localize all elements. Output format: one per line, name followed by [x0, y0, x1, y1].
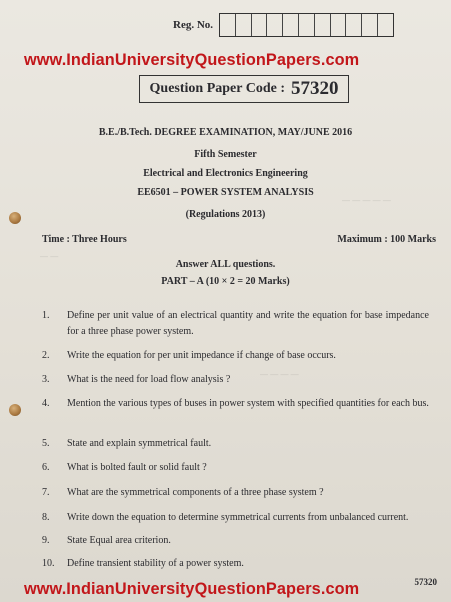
register-number-cell: [236, 14, 252, 36]
register-number-cell: [299, 14, 315, 36]
watermark-url-top: www.IndianUniversityQuestionPapers.com: [24, 51, 360, 69]
question-number: 2.: [42, 350, 50, 361]
instruction: Answer ALL questions.: [175, 259, 276, 270]
question-text: State and explain symmetrical fault.: [67, 438, 212, 449]
register-number-cell: [331, 14, 347, 36]
question-text: What are the symmetrical components of a three phase system ?: [67, 487, 324, 498]
question-text: Write the equation for per unit impedance if change of base occurs.: [67, 350, 336, 361]
regulations: (Regulations 2013): [185, 209, 266, 220]
question-number: 10.: [42, 558, 55, 569]
register-number-cell: [315, 14, 331, 36]
question-number: 8.: [42, 512, 50, 523]
question-paper-code-box: [139, 75, 349, 103]
question-text: Write down the equation to determine symmetrical currents from unbalanced current.: [67, 512, 409, 523]
register-number-cell: [283, 14, 299, 36]
question-text: What is bolted fault or solid fault ?: [67, 462, 207, 473]
register-number-cell: [252, 14, 268, 36]
question-number: 6.: [42, 462, 50, 473]
bleed-through-text: — — — — —: [342, 196, 391, 205]
bleed-through-text: — — — —: [260, 370, 299, 379]
question-paper-code-label: Question Paper Code :: [149, 81, 285, 96]
question-text: Define transient stability of a power system.: [67, 558, 244, 569]
question-number: 5.: [42, 438, 50, 449]
exam-title: B.E./B.Tech. DEGREE EXAMINATION, MAY/JUNE 2016: [98, 127, 353, 138]
question-number: 3.: [42, 374, 50, 385]
register-number-cell: [346, 14, 362, 36]
register-number-cell: [362, 14, 378, 36]
register-number-cell: [267, 14, 283, 36]
register-number-cells: [219, 13, 394, 37]
footer-paper-code: 57320: [414, 577, 437, 587]
part-heading: PART – A (10 × 2 = 20 Marks): [161, 276, 290, 287]
register-number-cell: [378, 14, 393, 36]
question-text: State Equal area criterion.: [67, 535, 171, 546]
department: Electrical and Electronics Engineering: [143, 168, 308, 179]
question-number: 1.: [42, 310, 50, 321]
question-text: Define per unit value of an electrical quantity and write the equation for base impedance for a three phase power system.: [67, 310, 429, 337]
question-paper-code: 57320: [290, 78, 339, 99]
semester: Fifth Semester: [194, 149, 257, 160]
bleed-through-text: — —: [40, 252, 59, 261]
course-title: EE6501 – POWER SYSTEM ANALYSIS: [137, 187, 314, 198]
time-allowed: Time : Three Hours: [42, 234, 127, 245]
watermark-url-bottom: www.IndianUniversityQuestionPapers.com: [24, 580, 360, 598]
register-number-box: [173, 13, 394, 37]
register-number-label: Reg. No.: [173, 19, 214, 31]
question-text: What is the need for load flow analysis ?: [67, 374, 231, 385]
question-number: 9.: [42, 535, 50, 546]
question-number: 7.: [42, 487, 50, 498]
maximum-marks: Maximum : 100 Marks: [337, 234, 436, 245]
question-number: 4.: [42, 398, 50, 409]
punch-hole: [9, 404, 21, 416]
register-number-cell: [220, 14, 236, 36]
question-text: Mention the various types of buses in power system with specified quantities for each bus.: [67, 398, 429, 409]
